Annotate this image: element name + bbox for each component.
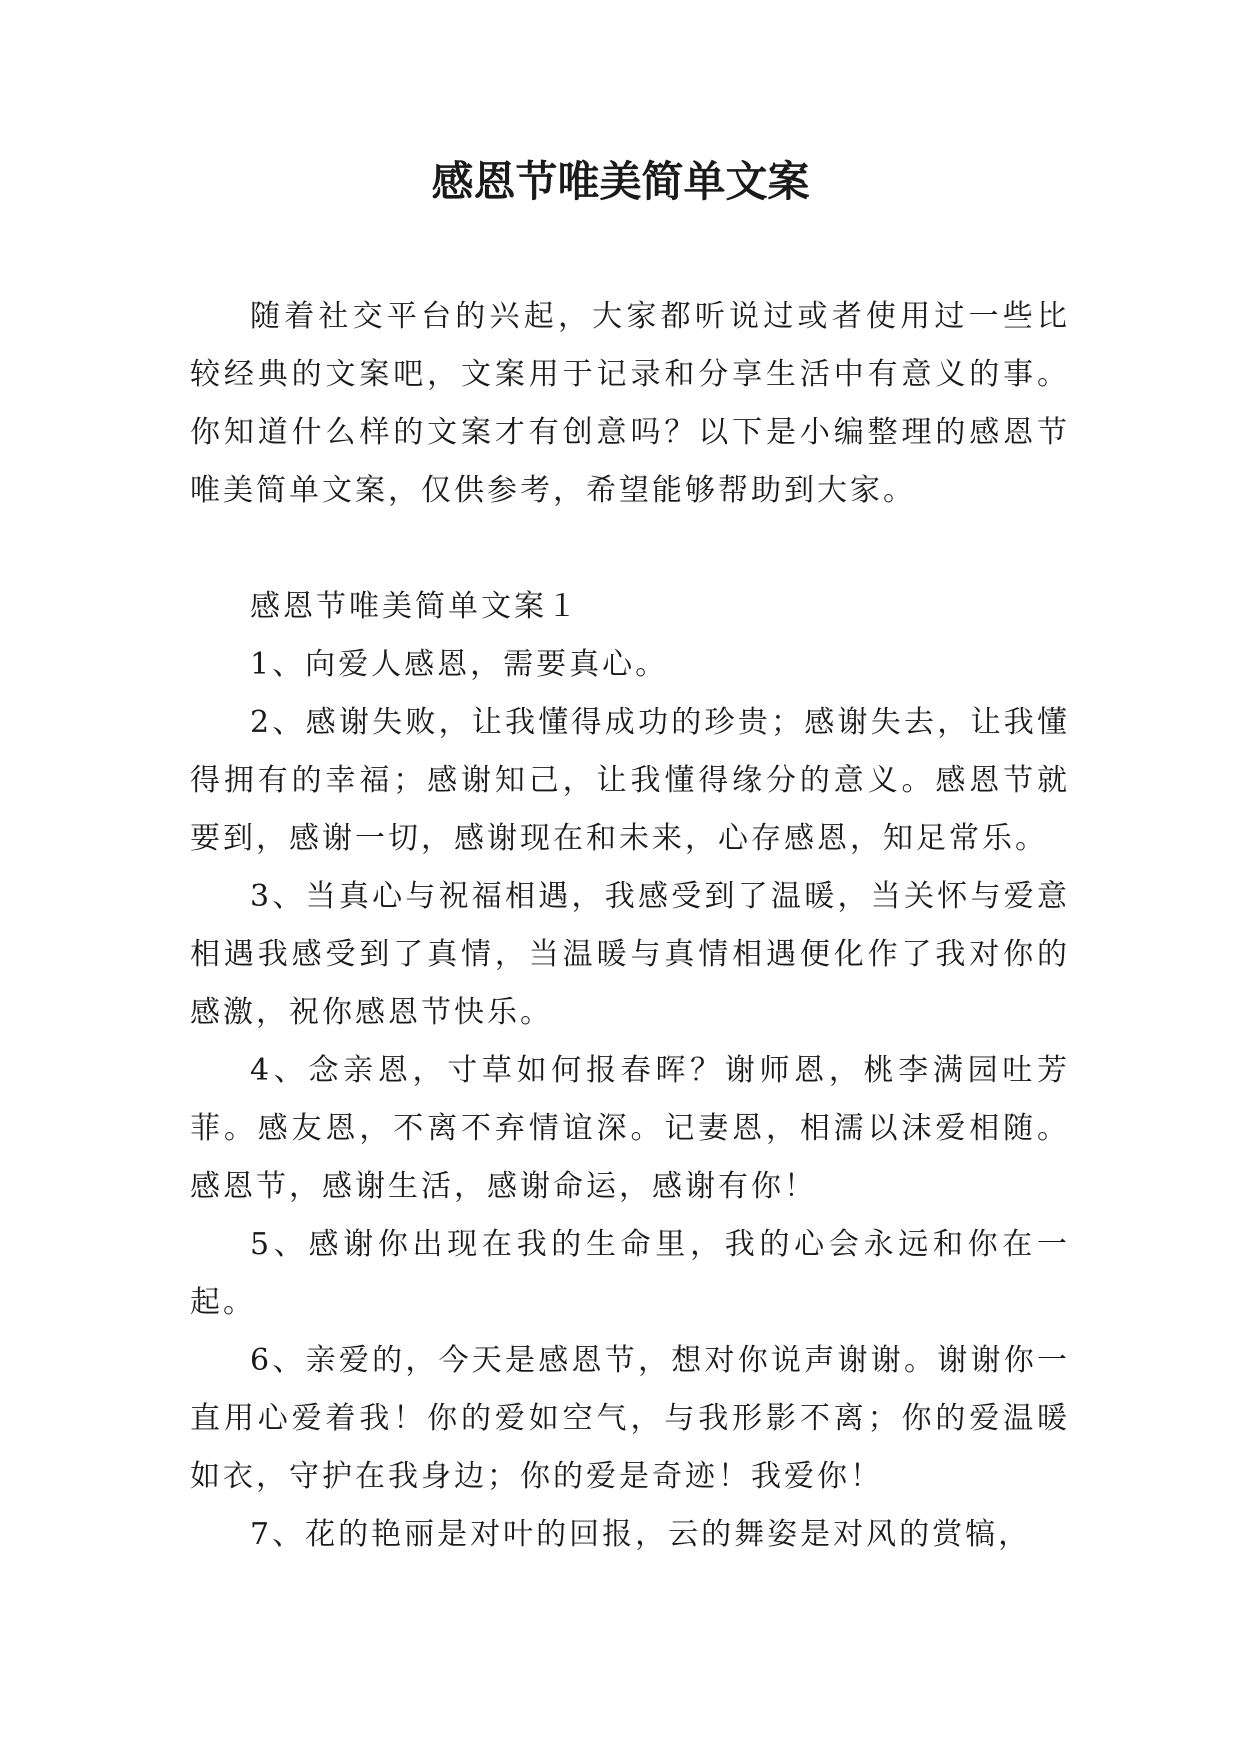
document-title: 感恩节唯美简单文案	[431, 157, 810, 206]
list-item: 7、花的艳丽是对叶的回报，云的舞姿是对风的赏犒，	[250, 1517, 1032, 1552]
list-item: 4、念亲恩，寸草如何报春晖？谢师恩，桃李满园吐芳菲。感友恩，不离不弃情谊深。记妻恩，相濡以沫爱相随。感恩节，感谢生活，感谢命运，感谢有你！	[190, 1053, 1070, 1204]
list-item: 6、亲爱的，今天是感恩节，想对你说声谢谢。谢谢你一直用心爱着我！你的爱如空气，与我形影不离；你的爱温暖如衣，守护在我身边；你的爱是奇迹！我爱你！	[190, 1343, 1070, 1494]
list-item: 2、感谢失败，让我懂得成功的珍贵；感谢失去，让我懂得拥有的幸福；感谢知己，让我懂得缘分的意义。感恩节就要到，感谢一切，感谢现在和未来，心存感恩，知足常乐。	[190, 705, 1070, 856]
list-item: 3、当真心与祝福相遇，我感受到了温暖，当关怀与爱意相遇我感受到了真情，当温暖与真情相遇便化作了我对你的感激，祝你感恩节快乐。	[190, 879, 1070, 1030]
section-heading: 感恩节唯美简单文案１	[250, 589, 580, 624]
intro-paragraph: 随着社交平台的兴起，大家都听说过或者使用过一些比较经典的文案吧，文案用于记录和分享生活中有意义的事。你知道什么样的文案才有创意吗？以下是小编整理的感恩节唯美简单文案，仅供参考，希望能够帮助到大家。	[190, 299, 1070, 508]
document-body	[190, 288, 1070, 1564]
list-item: 1、向爱人感恩，需要真心。	[250, 647, 669, 682]
list-item: 5、感谢你出现在我的生命里，我的心会永远和你在一起。	[190, 1227, 1070, 1320]
